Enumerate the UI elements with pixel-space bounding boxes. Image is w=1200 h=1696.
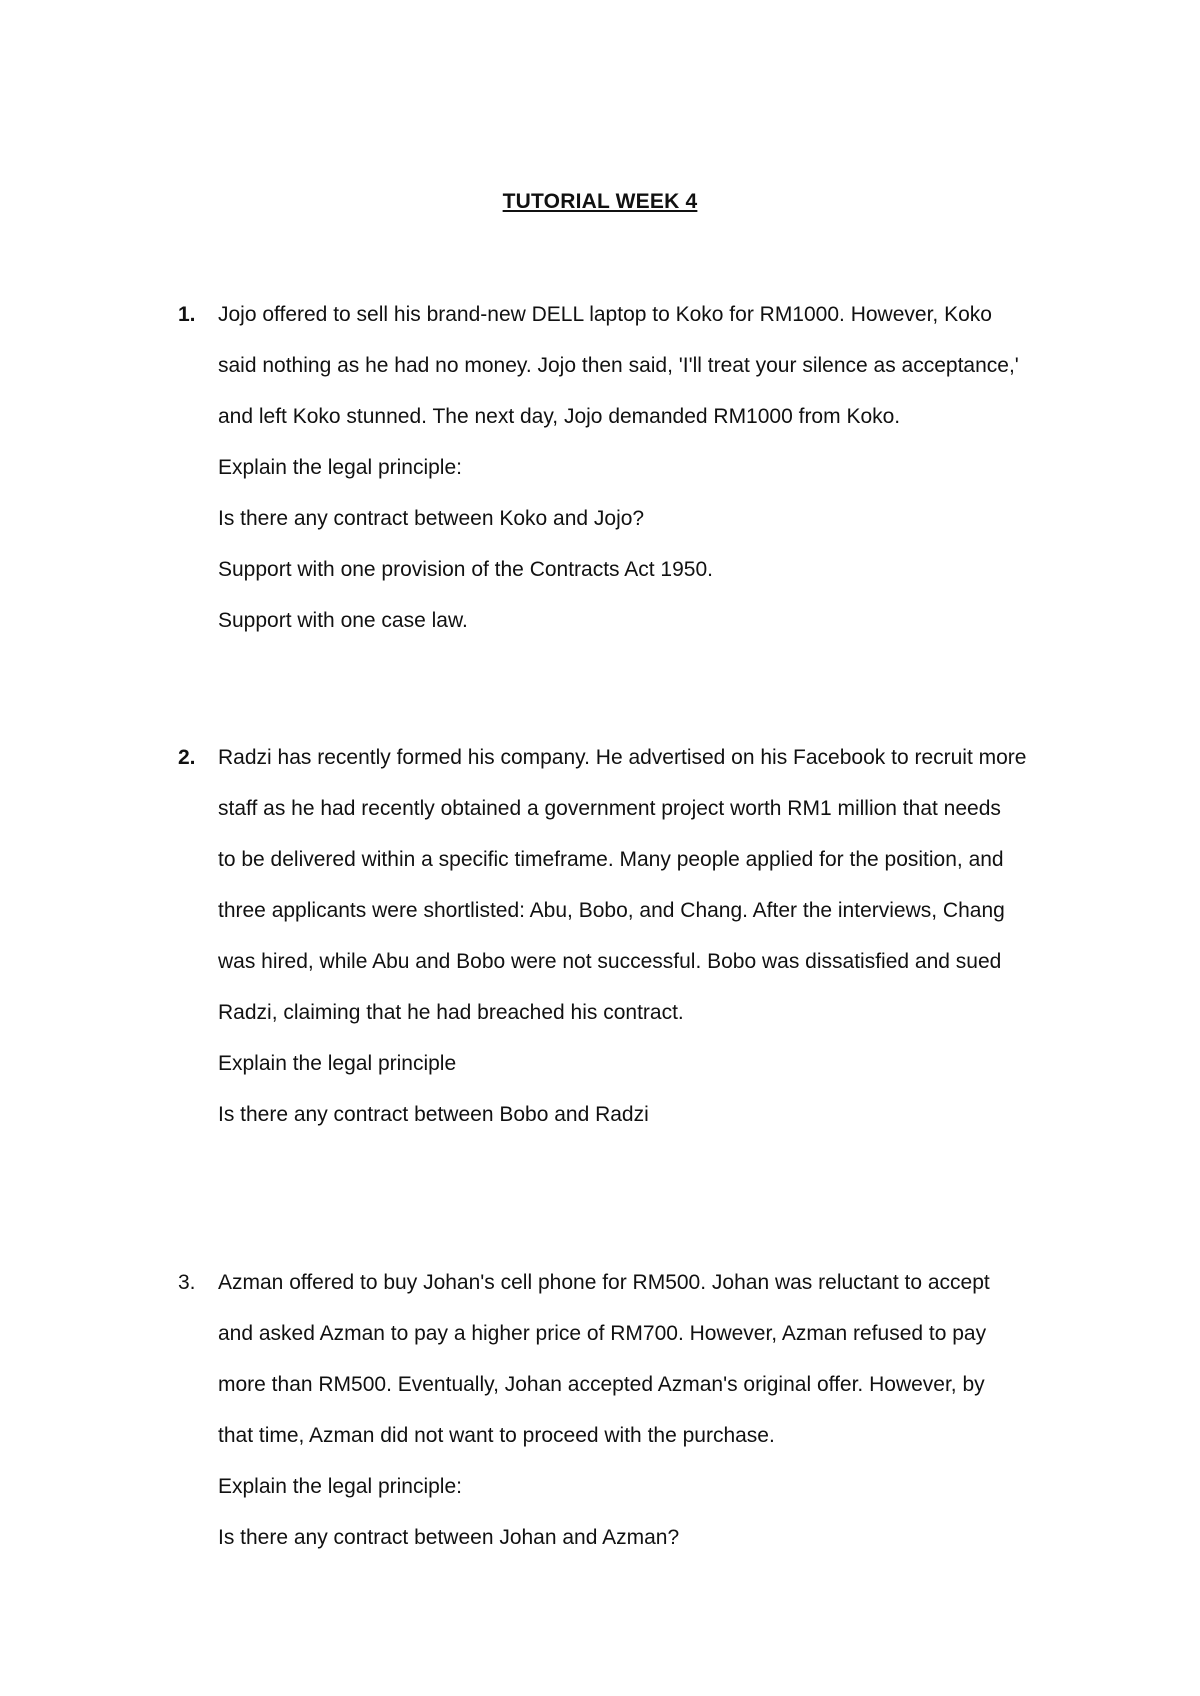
- question-text-line: said nothing as he had no money. Jojo then said, 'I'll treat your silence as acceptance,': [218, 354, 1019, 377]
- question-text-line: three applicants were shortlisted: Abu, Bobo, and Chang. After the interviews, Chang: [218, 899, 1005, 922]
- instruction-line: Explain the legal principle: [218, 1052, 457, 1075]
- question-text-line: more than RM500. Eventually, Johan accepted Azman's original offer. However, by: [218, 1373, 985, 1396]
- question-number: 3.: [178, 1271, 196, 1294]
- question-text-line: that time, Azman did not want to proceed with the purchase.: [218, 1424, 775, 1447]
- question-body: [218, 743, 1058, 1151]
- question-text-line: Radzi, claiming that he had breached his contract.: [218, 1001, 684, 1024]
- question-text-line: Jojo offered to sell his brand-new DELL laptop to Koko for RM1000. However, Koko: [218, 303, 992, 326]
- question-text-line: and asked Azman to pay a higher price of RM700. However, Azman refused to pay: [218, 1322, 987, 1345]
- question-text-line: and left Koko stunned. The next day, Jojo demanded RM1000 from Koko.: [218, 405, 901, 428]
- question-text-line: was hired, while Abu and Bobo were not successful. Bobo was dissatisfied and sued: [218, 950, 1002, 973]
- question-body: [218, 300, 1058, 657]
- question-text-line: Radzi has recently formed his company. He advertised on his Facebook to recruit more: [218, 746, 1027, 769]
- instruction-line: Is there any contract between Johan and Azman?: [218, 1526, 680, 1549]
- question-body: [218, 1268, 1058, 1574]
- instruction-line: Is there any contract between Bobo and Radzi: [218, 1103, 649, 1126]
- instruction-line: Explain the legal principle:: [218, 456, 462, 479]
- question-text-line: to be delivered within a specific timeframe. Many people applied for the position, and: [218, 848, 1004, 871]
- question-number: 2.: [178, 746, 196, 769]
- instruction-line: Support with one case law.: [218, 609, 468, 632]
- question-text-line: Azman offered to buy Johan's cell phone for RM500. Johan was reluctant to accept: [218, 1271, 990, 1294]
- question-text-line: staff as he had recently obtained a government project worth RM1 million that needs: [218, 797, 1001, 820]
- page-title: TUTORIAL WEEK 4: [502, 190, 698, 213]
- instruction-line: Support with one provision of the Contracts Act 1950.: [218, 558, 713, 581]
- question-number: 1.: [178, 303, 196, 326]
- instruction-line: Is there any contract between Koko and Jojo?: [218, 507, 645, 530]
- instruction-line: Explain the legal principle:: [218, 1475, 462, 1498]
